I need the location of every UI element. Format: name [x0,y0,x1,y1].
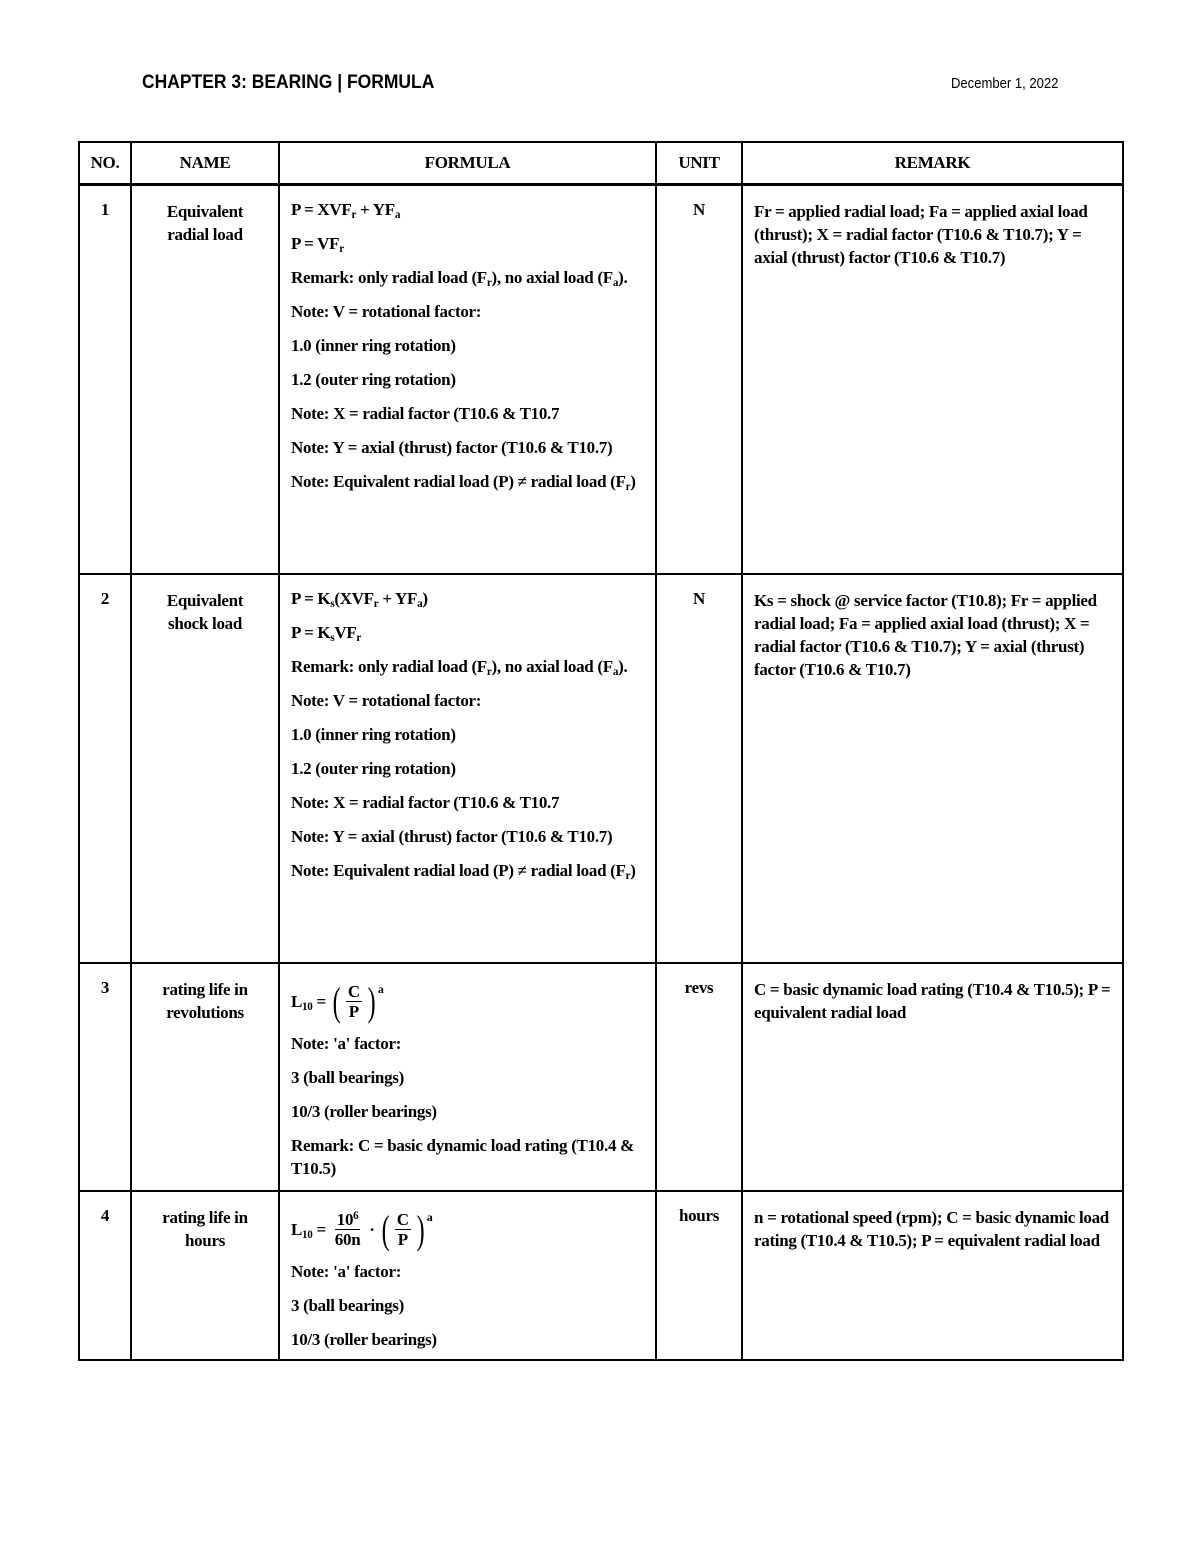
formula-line: Remark: only radial load $(F_r)$, no axial load $(F_a)$. [291,656,628,678]
column-header-unit: UNIT [656,142,742,185]
formula-line: Note: Equivalent radial load (P) ≠ radial load $(F_r)$ [291,860,636,882]
row-unit: revs [656,963,742,1191]
row-formula [279,185,656,574]
row-remark: C = basic dynamic load rating (T10.4 & T10.5); P = equivalent radial load [742,963,1123,1191]
rating-life-equation: $L_{10}$ = ( $\frac{C}{P}$ ) a [291,978,384,1024]
formula-line: Note: 'a' factor: [291,1033,402,1053]
formula-line: 10/3 (roller bearings) [291,1329,437,1349]
formula-line: Note: X = radial factor (T10.6 & T10.7 [291,792,560,812]
row-formula [279,574,656,963]
row-remark: Ks = shock @ service factor (T10.8); Fr = applied radial load; Fa = applied axial load (thrust); X = radial factor (T10.6 & T10.7); Y = axial (thrust) factor (T10.6 & T10.7) [742,574,1123,963]
formula-line: Note: 'a' factor: [291,1261,402,1281]
table-row [79,963,1123,1191]
row-name: rating life in revolutions [131,963,279,1191]
formula-line: 10/3 (roller bearings) [291,1101,437,1121]
formula-line: 1.0 (inner ring rotation) [291,724,456,744]
row-number: 4 [79,1191,131,1360]
formula-table [78,141,1124,1361]
table-row [79,185,1123,574]
formula-line: $P = XVF_r + YF_a$ [291,200,401,221]
page-date: December 1, 2022 [951,76,1059,92]
row-formula [279,1191,656,1360]
row-unit: N [656,185,742,574]
column-header-formula: FORMULA [279,142,656,185]
formula-line: Note: Y = axial (thrust) factor (T10.6 & T10.7) [291,438,613,457]
page-title: CHAPTER 3: BEARING | FORMULA [142,72,435,93]
formula-line: Remark: only radial load $(F_r)$, no axial load $(F_a)$. [291,268,628,289]
formula-line: Note: Equivalent radial load (P) ≠ radial load $(F_r)$ [291,472,636,493]
formula-line: $P = K_s(XVF_r + YF_a)$ [291,588,428,610]
row-remark: n = rotational speed (rpm); C = basic dynamic load rating (T10.4 & T10.5); P = equivalent radial load [742,1191,1123,1360]
row-name: Equivalent shock load [131,574,279,963]
formula-line: 3 (ball bearings) [291,1067,404,1087]
row-name: rating life in hours [131,1191,279,1360]
row-unit: hours [656,1191,742,1360]
formula-line: 1.2 (outer ring rotation) [291,758,456,778]
formula-line: 1.2 (outer ring rotation) [291,370,456,389]
row-name: Equivalent radial load [131,185,279,574]
formula-line: 1.0 (inner ring rotation) [291,336,456,355]
rating-life-hours-equation: $L_{10}$ = $\frac{10^6}{60n}$ · ( $\frac{C}{P}$ ) a [291,1206,433,1252]
column-header-name: NAME [131,142,279,185]
column-header-no: NO. [79,142,131,185]
formula-line: Note: X = radial factor (T10.6 & T10.7 [291,404,560,423]
table-row [79,1191,1123,1360]
column-header-remark: REMARK [742,142,1123,185]
formula-line: 3 (ball bearings) [291,1295,404,1315]
row-remark: Fr = applied radial load; Fa = applied axial load (thrust); X = radial factor (T10.6 & T10.7); Y = axial (thrust) factor (T10.6 & T10.7) [742,185,1123,574]
row-number: 2 [79,574,131,963]
row-unit: N [656,574,742,963]
row-number: 1 [79,185,131,574]
formula-line: Note: V = rotational factor: [291,302,482,321]
table-row [79,574,1123,963]
formula-line: Note: V = rotational factor: [291,690,482,710]
formula-line: Remark: C = basic dynamic load rating (T10.4 & T10.5) [291,1135,634,1178]
formula-line: $P = K_sVF_r$ [291,622,362,644]
formula-line: $P = VF_r$ [291,234,344,255]
row-formula [279,963,656,1191]
row-number: 3 [79,963,131,1191]
table-header-row [79,142,1123,185]
formula-line: Note: Y = axial (thrust) factor (T10.6 & T10.7) [291,826,613,846]
